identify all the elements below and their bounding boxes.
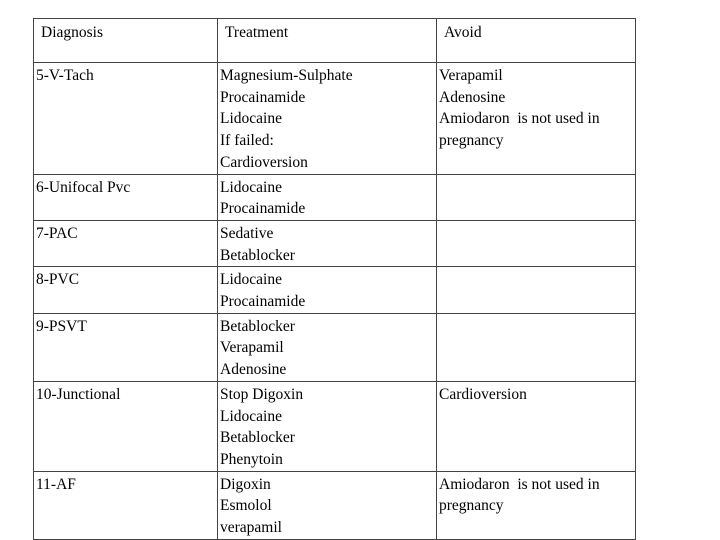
table-row: [34, 174, 636, 220]
table-row: [34, 313, 636, 381]
cell-treatment: [218, 174, 437, 220]
treatment-line: verapamil: [220, 519, 282, 537]
cell-treatment: [218, 471, 437, 539]
cell-treatment: [218, 220, 437, 266]
treatment-line: Betablocker: [220, 429, 295, 447]
header-diagnosis: Diagnosis: [34, 19, 218, 63]
header-treatment: Treatment: [218, 19, 437, 63]
treatment-line: Lidocaine: [220, 407, 282, 425]
cell-treatment: [218, 313, 437, 381]
cell-treatment: [218, 267, 437, 313]
cell-avoid: [437, 313, 636, 381]
treatment-line: Cardioversion: [220, 153, 308, 171]
treatment-line: Stop Digoxin: [220, 385, 304, 403]
treatment-line: Procainamide: [220, 293, 306, 311]
treatment-line: If failed:: [220, 132, 274, 150]
treatment-line: Esmolol: [220, 497, 272, 515]
treatment-line: Sedative: [220, 224, 274, 242]
cell-diagnosis: [34, 313, 218, 381]
diagnosis-text: 5-V-Tach: [36, 67, 94, 84]
diagnosis-text: 11-AF: [36, 475, 76, 493]
header-avoid: Avoid: [437, 19, 636, 63]
cell-avoid: [437, 174, 636, 220]
table-row: [34, 381, 636, 471]
cell-avoid: [437, 267, 636, 313]
cell-avoid: [437, 471, 636, 539]
cell-diagnosis: [34, 267, 218, 313]
cell-avoid: [437, 381, 636, 471]
diagnosis-text: 9-PSVT: [36, 317, 87, 335]
avoid-line: Adenosine: [439, 88, 506, 106]
avoid-line: pregnancy: [439, 132, 504, 150]
diagnosis-text: 7-PAC: [36, 224, 78, 242]
treatment-line: Lidocaine: [220, 178, 282, 196]
table-header-row: [34, 19, 636, 63]
treatment-line: Procainamide: [220, 88, 306, 106]
cell-diagnosis: [34, 220, 218, 266]
treatment-line: Betablocker: [220, 317, 295, 335]
cell-treatment: [218, 381, 437, 471]
treatment-line: Adenosine: [220, 361, 287, 379]
avoid-line: Amiodaron is not used in: [439, 475, 600, 493]
treatment-line: Digoxin: [220, 475, 271, 493]
treatment-line: Lidocaine: [220, 271, 282, 289]
treatment-line: Verapamil: [220, 339, 284, 357]
treatment-line: Lidocaine: [220, 110, 282, 128]
table-row: [34, 63, 636, 175]
cell-diagnosis: [34, 381, 218, 471]
avoid-line: Amiodaron is not used in: [439, 110, 600, 128]
cell-diagnosis: [34, 174, 218, 220]
treatment-line: Procainamide: [220, 200, 306, 218]
diagnosis-text: 8-PVC: [36, 271, 80, 289]
treatment-line: Betablocker: [220, 246, 295, 264]
cell-diagnosis: [34, 63, 218, 175]
treatment-table: [33, 18, 636, 540]
cell-treatment: [218, 63, 437, 175]
diagnosis-text: 6-Unifocal Pvc: [36, 178, 131, 196]
avoid-line: Verapamil: [439, 67, 503, 84]
diagnosis-text: 10-Junctional: [36, 385, 121, 403]
cell-diagnosis: [34, 471, 218, 539]
cell-avoid: [437, 63, 636, 175]
avoid-line: pregnancy: [439, 497, 504, 515]
treatment-line: Phenytoin: [220, 450, 283, 468]
cell-avoid: [437, 220, 636, 266]
treatment-line: Magnesium-Sulphate: [220, 67, 353, 84]
table-row: [34, 471, 636, 539]
table-row: [34, 220, 636, 266]
table-row: [34, 267, 636, 313]
avoid-line: Cardioversion: [439, 385, 527, 403]
